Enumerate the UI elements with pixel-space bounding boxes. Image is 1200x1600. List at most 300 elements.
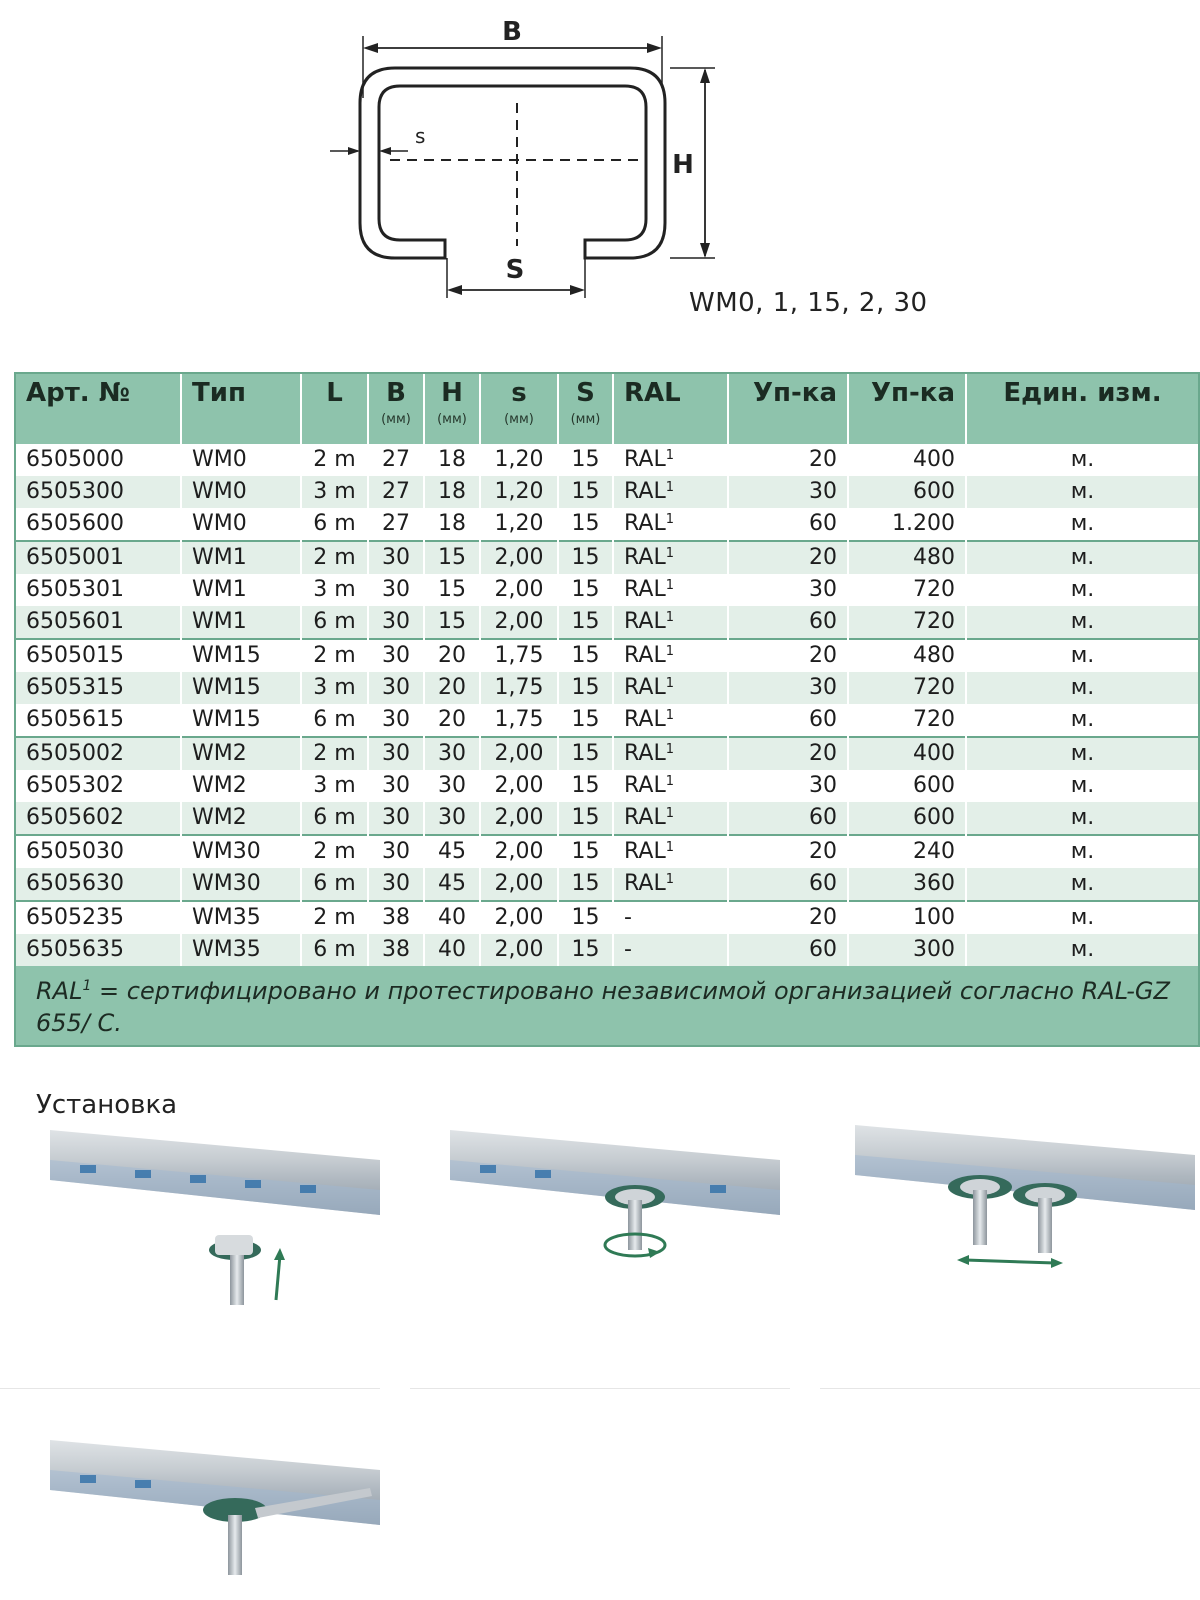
ral-superscript: 1 — [665, 578, 674, 593]
cell-ral — [613, 639, 728, 672]
cell-art — [16, 606, 181, 639]
cell-S-value: 15 — [571, 609, 600, 634]
install-step-insert-nut — [40, 1120, 380, 1330]
ral-superscript: 1 — [665, 610, 674, 625]
cell-unit — [966, 476, 1198, 508]
cell-art — [16, 639, 181, 672]
cell-pack1-value: 20 — [809, 545, 837, 570]
cell-s-value: 1,20 — [494, 479, 544, 504]
header-B-label: B — [386, 378, 406, 408]
cell-s — [480, 934, 558, 966]
cell-H-value: 20 — [438, 675, 466, 700]
cell-type — [181, 868, 301, 901]
cell-art — [16, 574, 181, 606]
cell-pack1 — [728, 574, 848, 606]
cell-unit — [966, 639, 1198, 672]
cell-ral-value: RAL — [624, 643, 666, 668]
cell-ral — [613, 901, 728, 934]
table-row — [16, 835, 1198, 868]
cell-pack2-value: 600 — [913, 805, 955, 830]
cell-pack2 — [848, 770, 966, 802]
ral-footnote — [16, 966, 1198, 1045]
cell-H — [424, 770, 480, 802]
cell-H-value: 18 — [438, 447, 466, 472]
cell-S — [558, 737, 613, 770]
cell-S — [558, 835, 613, 868]
cell-type-value: WM2 — [192, 805, 247, 830]
footnote-sup: 1 — [82, 978, 92, 994]
cell-S — [558, 541, 613, 574]
cell-B-value: 27 — [382, 447, 410, 472]
cell-ral — [613, 737, 728, 770]
table-row — [16, 901, 1198, 934]
cell-s — [480, 704, 558, 737]
cell-unit-value: м. — [1070, 609, 1095, 634]
cell-pack1-value: 60 — [809, 805, 837, 830]
header-type: Тип — [181, 374, 301, 444]
cell-S-value: 15 — [571, 741, 600, 766]
cell-unit — [966, 737, 1198, 770]
cell-L-value: 2 m — [313, 839, 356, 864]
header-unit: Един. изм. — [1003, 378, 1162, 408]
rail-image — [40, 1430, 380, 1600]
cell-L-value: 3 m — [313, 577, 356, 602]
cell-type-value: WM30 — [192, 839, 261, 864]
cell-art — [16, 737, 181, 770]
cell-pack2-value: 240 — [913, 839, 955, 864]
cell-ral-value: RAL — [624, 675, 666, 700]
cell-s — [480, 901, 558, 934]
cell-pack1 — [728, 704, 848, 737]
cell-type-value: WM2 — [192, 741, 247, 766]
cell-s-value: 1,20 — [494, 447, 544, 472]
cell-type — [181, 476, 301, 508]
cell-art — [16, 770, 181, 802]
cell-s — [480, 639, 558, 672]
cell-pack2 — [848, 901, 966, 934]
cell-art-value: 6505235 — [26, 905, 124, 930]
cell-art — [16, 934, 181, 966]
cell-art-value: 6505601 — [26, 609, 124, 634]
cell-unit-value: м. — [1070, 805, 1095, 830]
cell-S-value: 15 — [571, 937, 600, 962]
cell-s-value: 2,00 — [494, 609, 544, 634]
cell-unit — [966, 541, 1198, 574]
cell-B-value: 30 — [382, 773, 410, 798]
cell-L — [301, 508, 368, 541]
cell-L-value: 6 m — [313, 707, 356, 732]
cell-B-value: 30 — [382, 839, 410, 864]
cell-art-value: 6505315 — [26, 675, 124, 700]
profile-cross-section — [300, 8, 940, 328]
cell-B-value: 38 — [382, 937, 410, 962]
cell-type — [181, 541, 301, 574]
header-s — [480, 374, 558, 444]
cell-unit — [966, 835, 1198, 868]
cell-ral — [613, 444, 728, 476]
spec-table — [14, 372, 1200, 1047]
cell-B — [368, 574, 424, 606]
cell-pack2-value: 720 — [913, 675, 955, 700]
cell-pack1-value: 60 — [809, 937, 837, 962]
cell-B-value: 30 — [382, 871, 410, 896]
header-H — [424, 374, 480, 444]
cell-ral-value: RAL — [624, 545, 666, 570]
cell-pack2 — [848, 802, 966, 835]
cell-H — [424, 868, 480, 901]
cell-S-value: 15 — [571, 773, 600, 798]
cell-s — [480, 444, 558, 476]
cell-L — [301, 672, 368, 704]
cell-S-value: 15 — [571, 675, 600, 700]
cell-unit-value: м. — [1070, 675, 1095, 700]
ral-superscript: 1 — [665, 676, 674, 691]
separator-3 — [820, 1388, 1200, 1389]
ral-superscript: 1 — [665, 774, 674, 789]
cell-unit-value: м. — [1070, 905, 1095, 930]
cell-type — [181, 672, 301, 704]
table-header-row — [16, 374, 1198, 444]
cell-pack1 — [728, 476, 848, 508]
cell-unit-value: м. — [1070, 577, 1095, 602]
cell-ral-value: RAL — [624, 839, 666, 864]
table-row — [16, 476, 1198, 508]
cell-art — [16, 802, 181, 835]
cell-H — [424, 901, 480, 934]
cell-pack2 — [848, 541, 966, 574]
cell-ral-value: RAL — [624, 707, 666, 732]
cell-ral-value: RAL — [624, 511, 666, 536]
cell-S-value: 15 — [571, 545, 600, 570]
header-H-unit: (мм) — [437, 412, 467, 427]
cell-pack1-value: 20 — [809, 643, 837, 668]
cell-B-value: 30 — [382, 675, 410, 700]
cell-S — [558, 672, 613, 704]
cell-H — [424, 606, 480, 639]
cell-unit — [966, 606, 1198, 639]
cell-pack2 — [848, 672, 966, 704]
cell-L-value: 2 m — [313, 447, 356, 472]
label-B: B — [502, 17, 522, 47]
cell-ral — [613, 770, 728, 802]
header-S-label: S — [576, 378, 595, 408]
cell-art-value: 6505300 — [26, 479, 124, 504]
cell-type-value: WM1 — [192, 609, 247, 634]
cell-pack1-value: 20 — [809, 741, 837, 766]
cell-H — [424, 508, 480, 541]
cell-pack2-value: 600 — [913, 479, 955, 504]
cell-L-value: 2 m — [313, 905, 356, 930]
cell-s — [480, 770, 558, 802]
cell-B — [368, 639, 424, 672]
cell-type — [181, 508, 301, 541]
cell-pack2 — [848, 639, 966, 672]
cell-L — [301, 737, 368, 770]
cell-s — [480, 541, 558, 574]
table-row — [16, 672, 1198, 704]
cell-type — [181, 901, 301, 934]
cell-type-value: WM1 — [192, 545, 247, 570]
cell-type-value: WM15 — [192, 675, 261, 700]
cell-S — [558, 444, 613, 476]
cell-s — [480, 672, 558, 704]
cell-pack1 — [728, 802, 848, 835]
ral-superscript: 1 — [665, 644, 674, 659]
cell-H-value: 40 — [438, 905, 466, 930]
cell-S — [558, 868, 613, 901]
cell-s-value: 2,00 — [494, 839, 544, 864]
cell-pack1 — [728, 770, 848, 802]
ral-superscript: 1 — [665, 546, 674, 561]
cell-S-value: 15 — [571, 511, 600, 536]
table-row — [16, 639, 1198, 672]
cell-L — [301, 704, 368, 737]
cell-type-value: WM2 — [192, 773, 247, 798]
cell-B — [368, 901, 424, 934]
cell-S — [558, 606, 613, 639]
ral-superscript: 1 — [665, 872, 674, 887]
cell-B — [368, 868, 424, 901]
cell-L — [301, 835, 368, 868]
cell-unit-value: м. — [1070, 871, 1095, 896]
cell-S — [558, 476, 613, 508]
header-S — [558, 374, 613, 444]
cell-type — [181, 737, 301, 770]
cell-type — [181, 934, 301, 966]
cell-ral-value: RAL — [624, 479, 666, 504]
cell-H — [424, 574, 480, 606]
cell-ral-value: RAL — [624, 609, 666, 634]
cell-s — [480, 508, 558, 541]
cell-s-value: 2,00 — [494, 545, 544, 570]
cell-B — [368, 541, 424, 574]
table-row — [16, 868, 1198, 901]
cell-B-value: 30 — [382, 609, 410, 634]
cell-pack2-value: 720 — [913, 577, 955, 602]
cell-pack2 — [848, 444, 966, 476]
cell-B — [368, 770, 424, 802]
cell-s-value: 2,00 — [494, 905, 544, 930]
cell-s — [480, 606, 558, 639]
cell-B — [368, 704, 424, 737]
cell-s-value: 1,75 — [494, 707, 544, 732]
cell-art-value: 6505600 — [26, 511, 124, 536]
cell-H — [424, 639, 480, 672]
cell-L-value: 6 m — [313, 609, 356, 634]
cell-pack1 — [728, 901, 848, 934]
cell-B — [368, 672, 424, 704]
cell-L-value: 2 m — [313, 741, 356, 766]
cell-unit-value: м. — [1070, 545, 1095, 570]
cell-B-value: 38 — [382, 905, 410, 930]
cell-H-value: 40 — [438, 937, 466, 962]
cell-art — [16, 476, 181, 508]
cell-H-value: 45 — [438, 871, 466, 896]
cell-H — [424, 672, 480, 704]
cell-art-value: 6505000 — [26, 447, 124, 472]
cell-pack2-value: 1.200 — [892, 511, 955, 536]
cell-B-value: 30 — [382, 741, 410, 766]
cell-B — [368, 737, 424, 770]
cell-S-value: 15 — [571, 479, 600, 504]
cell-unit — [966, 574, 1198, 606]
cell-S-value: 15 — [571, 905, 600, 930]
cell-H-value: 18 — [438, 511, 466, 536]
cell-ral — [613, 672, 728, 704]
header-s-label: s — [511, 378, 527, 408]
cell-pack1-value: 30 — [809, 479, 837, 504]
cell-s-value: 1,75 — [494, 643, 544, 668]
header-pack1: Уп-ка — [728, 374, 848, 444]
cell-pack1-value: 20 — [809, 447, 837, 472]
cell-S-value: 15 — [571, 839, 600, 864]
cell-pack1 — [728, 639, 848, 672]
table-body — [16, 444, 1198, 966]
cell-H-value: 15 — [438, 609, 466, 634]
model-caption: WM0, 1, 15, 2, 30 — [689, 288, 928, 318]
cell-unit-value: м. — [1070, 707, 1095, 732]
header-s-unit: (мм) — [504, 412, 534, 427]
cell-art-value: 6505002 — [26, 741, 124, 766]
cell-ral — [613, 508, 728, 541]
header-L: L — [301, 374, 368, 444]
cell-B-value: 30 — [382, 577, 410, 602]
cell-H — [424, 444, 480, 476]
cell-B — [368, 606, 424, 639]
cell-type — [181, 606, 301, 639]
cell-type — [181, 639, 301, 672]
cell-s — [480, 737, 558, 770]
cell-ral — [613, 574, 728, 606]
cell-art-value: 6505602 — [26, 805, 124, 830]
cell-B — [368, 508, 424, 541]
cell-type-value: WM1 — [192, 577, 247, 602]
cell-s — [480, 574, 558, 606]
cell-pack1-value: 30 — [809, 773, 837, 798]
cell-unit-value: м. — [1070, 479, 1095, 504]
cell-pack1-value: 60 — [809, 871, 837, 896]
cell-type-value: WM35 — [192, 905, 261, 930]
header-ral: RAL — [613, 374, 728, 444]
cell-pack2-value: 600 — [913, 773, 955, 798]
cell-ral-value: - — [624, 937, 632, 962]
cell-L — [301, 444, 368, 476]
footnote-term: RAL — [36, 977, 83, 1005]
cell-L-value: 6 m — [313, 871, 356, 896]
label-s-thickness: s — [415, 124, 426, 148]
cell-ral — [613, 802, 728, 835]
cell-L — [301, 574, 368, 606]
cell-art-value: 6505615 — [26, 707, 124, 732]
cell-pack1 — [728, 934, 848, 966]
cell-unit-value: м. — [1070, 937, 1095, 962]
cell-ral — [613, 704, 728, 737]
cell-pack1 — [728, 868, 848, 901]
rail-image — [40, 1120, 380, 1330]
cell-type — [181, 835, 301, 868]
cell-H-value: 15 — [438, 545, 466, 570]
cell-L-value: 6 m — [313, 511, 356, 536]
cell-ral-value: RAL — [624, 805, 666, 830]
cell-pack1 — [728, 737, 848, 770]
cell-art — [16, 868, 181, 901]
cell-L-value: 2 m — [313, 545, 356, 570]
cell-L — [301, 901, 368, 934]
cell-art-value: 6505635 — [26, 937, 124, 962]
separator-1 — [0, 1388, 380, 1389]
cell-H-value: 30 — [438, 805, 466, 830]
cell-s-value: 2,00 — [494, 773, 544, 798]
cell-pack2 — [848, 934, 966, 966]
header-H-label: H — [441, 378, 463, 408]
cell-pack2-value: 720 — [913, 609, 955, 634]
table-row — [16, 574, 1198, 606]
cell-pack1 — [728, 508, 848, 541]
cell-s — [480, 802, 558, 835]
cell-S-value: 15 — [571, 577, 600, 602]
table-row — [16, 802, 1198, 835]
cell-pack2-value: 400 — [913, 741, 955, 766]
cell-pack2 — [848, 606, 966, 639]
cell-art — [16, 672, 181, 704]
cell-pack2 — [848, 476, 966, 508]
cell-pack2 — [848, 835, 966, 868]
cell-ral — [613, 476, 728, 508]
cell-pack2 — [848, 574, 966, 606]
cell-L — [301, 606, 368, 639]
cell-pack2-value: 400 — [913, 447, 955, 472]
cell-ral-value: RAL — [624, 741, 666, 766]
cell-H — [424, 934, 480, 966]
cell-B-value: 30 — [382, 643, 410, 668]
cell-L — [301, 476, 368, 508]
cell-unit-value: м. — [1070, 741, 1095, 766]
cell-s-value: 2,00 — [494, 577, 544, 602]
cell-unit-value: м. — [1070, 447, 1095, 472]
cell-type-value: WM0 — [192, 511, 247, 536]
cell-s — [480, 835, 558, 868]
cell-type-value: WM15 — [192, 707, 261, 732]
cell-type-value: WM0 — [192, 447, 247, 472]
cell-pack1-value: 60 — [809, 609, 837, 634]
cell-H-value: 20 — [438, 707, 466, 732]
cell-type — [181, 770, 301, 802]
cell-ral-value: RAL — [624, 577, 666, 602]
cell-pack2-value: 360 — [913, 871, 955, 896]
cell-S-value: 15 — [571, 707, 600, 732]
cell-ral — [613, 606, 728, 639]
install-step-slide-nuts — [855, 1115, 1195, 1285]
ral-superscript: 1 — [665, 708, 674, 723]
cell-pack2-value: 300 — [913, 937, 955, 962]
cell-s — [480, 476, 558, 508]
cell-L — [301, 802, 368, 835]
cell-B — [368, 934, 424, 966]
cell-unit — [966, 901, 1198, 934]
cell-s-value: 2,00 — [494, 937, 544, 962]
table-row — [16, 508, 1198, 541]
cell-ral-value: RAL — [624, 773, 666, 798]
cell-pack1-value: 60 — [809, 707, 837, 732]
header-B-unit: (мм) — [381, 412, 411, 427]
cell-H — [424, 476, 480, 508]
ral-superscript: 1 — [665, 512, 674, 527]
cell-ral-value: - — [624, 905, 632, 930]
table-row — [16, 541, 1198, 574]
table-row — [16, 704, 1198, 737]
cell-unit — [966, 770, 1198, 802]
cell-L — [301, 934, 368, 966]
